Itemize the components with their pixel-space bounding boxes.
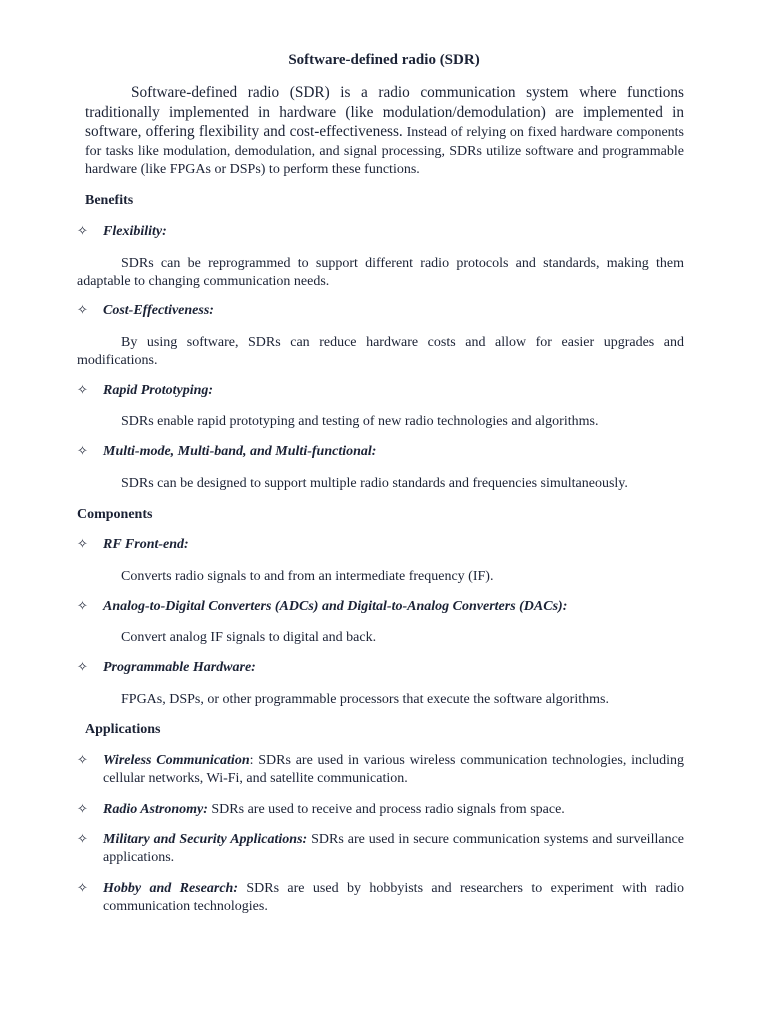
intro-text-part1: Software-defined radio (SDR) is a radio communication system where functions traditionally implemented in hardware (like modulation/demodulation) are implemented in software, offering flexibility and cost-effectiveness. [85,84,684,140]
application-item-military [77,831,684,867]
diamond-star-icon: ✧ [77,599,88,614]
component-desc-text: Converts radio signals to and from an intermediate frequency (IF). [121,569,494,584]
component-desc [77,629,684,647]
component-label: RF Front-end: [103,537,189,552]
benefit-label: Multi-mode, Multi-band, and Multi-functional: [103,444,377,459]
application-item-wireless [77,752,684,788]
diamond-star-icon: ✧ [77,537,88,552]
diamond-star-icon: ✧ [77,802,88,817]
component-desc-text: Convert analog IF signals to digital and back. [121,630,377,645]
components-heading: Components [77,507,153,522]
benefit-desc-text: SDRs can be designed to support multiple radio standards and frequencies simultaneously. [121,476,628,491]
diamond-star-icon: ✧ [77,832,88,847]
intro-text-part2: Instead of relying on fixed hardware components for tasks like modulation, demodulation, and signal processing, SDRs utilize software and programmable hardware (like FPGAs or DSPs) to perform these functions. [85,125,684,177]
benefits-heading: Benefits [85,193,134,208]
component-item-adc-dac [77,599,567,615]
benefit-label: Flexibility: [103,224,167,239]
diamond-star-icon: ✧ [77,224,88,239]
application-label: Radio Astronomy: [103,802,208,817]
application-label: Hobby and Research: [103,881,238,896]
diamond-star-icon: ✧ [77,383,88,398]
component-item-rf-front-end [77,537,189,553]
component-desc-text: FPGAs, DSPs, or other programmable processors that execute the software algorithms. [121,692,609,707]
benefit-desc [77,334,684,370]
application-item-radio-astronomy [77,801,684,819]
benefit-desc-text: SDRs can be reprogrammed to support different radio protocols and standards, making them adaptable to changing communication needs. [77,256,684,289]
component-desc [77,568,684,586]
benefit-item-multi-mode [77,444,376,460]
component-item-programmable-hardware [77,660,256,676]
diamond-star-icon: ✧ [77,444,88,459]
application-label: Military and Security Applications: [103,832,308,847]
benefit-item-flexibility [77,224,167,240]
application-text: SDRs are used by hobbyists and researchers to experiment with radio communication technologies. [103,881,684,914]
applications-heading: Applications [85,722,161,737]
application-label: Wireless Communication [103,753,250,768]
component-label: Analog-to-Digital Converters (ADCs) and Digital-to-Analog Converters (DACs): [103,599,568,614]
application-text: SDRs are used in secure communication systems and surveillance applications. [103,832,684,865]
benefit-label: Cost-Effectiveness: [103,303,214,318]
diamond-star-icon: ✧ [77,660,88,675]
diamond-star-icon: ✧ [77,303,88,318]
benefit-desc-text: By using software, SDRs can reduce hardware costs and allow for easier upgrades and modifications. [77,335,684,368]
application-text: SDRs are used to receive and process radio signals from space. [207,802,565,817]
benefit-desc-text: SDRs enable rapid prototyping and testing of new radio technologies and algorithms. [121,414,599,429]
diamond-star-icon: ✧ [77,753,88,768]
benefit-desc [77,413,684,431]
benefit-item-rapid-prototyping [77,383,213,399]
benefit-desc [77,255,684,291]
component-desc [77,691,684,709]
component-label: Programmable Hardware: [103,660,256,675]
page-title: Software-defined radio (SDR) [288,52,480,68]
benefit-label: Rapid Prototyping: [103,383,214,398]
benefit-desc [77,475,684,493]
application-text: : SDRs are used in various wireless communication technologies, including cellular networks, Wi-Fi, and satellite communication. [103,753,684,786]
application-item-hobby [77,880,684,916]
benefit-item-cost-effectiveness [77,303,214,319]
intro-paragraph [85,84,684,180]
diamond-star-icon: ✧ [77,881,88,896]
